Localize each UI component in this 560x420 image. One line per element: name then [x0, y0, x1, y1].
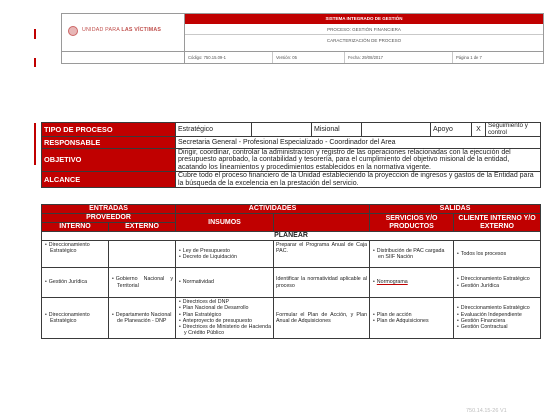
header-left-cell — [62, 51, 185, 63]
activity-cell: Identificar la normatividad aplicable al proceso — [274, 268, 370, 298]
logo-text: UNIDAD PARA LAS VÍCTIMAS — [82, 27, 162, 33]
type-monitoring: Seguimiento y control — [486, 123, 541, 137]
process-type-label: TIPO DE PROCESO — [42, 123, 176, 137]
process-characterization-table — [41, 204, 541, 339]
phase-planear: PLANEAR — [42, 232, 541, 241]
type-strategic-check — [252, 123, 312, 137]
document-date: Fecha: 29/08/2017 — [345, 52, 453, 63]
client-cell: • Todos los procesos — [454, 241, 541, 268]
table-row — [42, 298, 541, 339]
services-cell: • Normograma — [370, 268, 454, 298]
red-margin-mark — [34, 29, 36, 39]
objective-label: OBJETIVO — [42, 149, 176, 172]
activities-header: ACTIVIDADES — [176, 205, 370, 214]
services-cell: • Distribución de PAC cargada en SIIF Nación — [370, 241, 454, 268]
client-header: CLIENTE INTERNO Y/O EXTERNO — [454, 214, 541, 232]
logo-emblem-icon — [68, 26, 78, 36]
objective-value: Dirigir, coordinar, controlar la administracion y registro de las operaciones relacionadas con la ejecución del presupuesto aprobado, la contabilidad y tesorería, para el cumplimiento del objetivo misional de la entidad, acatando los lineamientos y procedimientos establecidos en la normativa vigente. — [176, 149, 541, 172]
services-header: SERVICIOS Y/O PRODUCTOS — [370, 214, 454, 232]
document-meta-row — [185, 51, 543, 63]
internal-supplier-cell: • Direccionamiento Estratégico — [42, 298, 109, 339]
internal-supplier-cell: • Gestión Jurídica — [42, 268, 109, 298]
type-missional: Misional — [312, 123, 362, 137]
scope-label: ALCANCE — [42, 172, 176, 188]
objective-row — [42, 149, 541, 172]
activity-cell: Formular el Plan de Acción, y Plan Anual de Adquisiciones — [274, 298, 370, 339]
responsible-row — [42, 137, 541, 149]
process-info-table — [41, 122, 541, 188]
activity-cell: Preparar el Programa Anual de Caja PAC. — [274, 241, 370, 268]
services-cell: • Plan de acción • Plan de Adquisiciones — [370, 298, 454, 339]
red-margin-mark — [34, 58, 36, 67]
responsible-label: RESPONSABLE — [42, 137, 176, 149]
client-cell: • Direccionamiento Estratégico • Gestión Jurídica — [454, 268, 541, 298]
table-row — [42, 241, 541, 268]
external-supplier-cell: • Gobierno Nacional y Territorial — [109, 268, 176, 298]
header-row-2 — [42, 214, 541, 223]
client-cell: • Direccionamiento Estratégico • Evaluación Independiente • Gestión Financiera • Gestión Contractual — [454, 298, 541, 339]
external-supplier-cell: • Departamento Nacional de Planeación - DNP — [109, 298, 176, 339]
entity-logo — [62, 14, 185, 51]
process-name: PROCESO: GESTIÓN FINANCIERA — [185, 24, 543, 35]
supplies-header: INSUMOS — [176, 214, 274, 232]
type-selected-mark: X — [472, 123, 486, 137]
scope-value: Cubre todo el proceso financiero de la Unidad estableciendo la proyeccion de ingresos y gastos de la Entidad para la búsqueda de la excelencia en la prestación del servicio. — [176, 172, 541, 188]
supplier-header: PROVEEDOR — [42, 214, 176, 223]
supplies-cell: • Directrices del DNP • Plan Nacional de Desarrollo • Plan Estratégico • Anteproyecto de presupuesto • Directrices de Ministerio de Hacienda y Crédito Público — [176, 298, 274, 339]
type-strategic: Estratégico — [176, 123, 252, 137]
process-type-row — [42, 123, 541, 137]
system-title: SISTEMA INTEGRADO DE GESTIÓN — [185, 14, 543, 24]
outputs-header: SALIDAS — [370, 205, 541, 214]
responsible-value: Secretaria General - Profesional Especializado - Coordinador del Area — [176, 137, 541, 149]
red-margin-mark — [34, 123, 36, 165]
supplies-cell: • Ley de Presupuesto • Decreto de Liquidación — [176, 241, 274, 268]
phase-row — [42, 232, 541, 241]
activity-header-blank — [274, 214, 370, 232]
external-supplier-cell — [109, 241, 176, 268]
header-row-1 — [42, 205, 541, 214]
table-row — [42, 268, 541, 298]
document-header — [61, 13, 544, 64]
page-number: Página 1 de 7 — [456, 55, 482, 60]
internal-supplier-cell: • Direccionamiento Estratégico — [42, 241, 109, 268]
internal-header: INTERNO — [42, 223, 109, 232]
supplies-cell: • Normatividad — [176, 268, 274, 298]
document-version: Versión: 05 — [273, 52, 345, 63]
form-code-footer: 750.14.15-26 V1 — [466, 408, 507, 414]
document-type: CARACTERIZACIÓN DE PROCESO — [326, 38, 402, 43]
inputs-header: ENTRADAS — [42, 205, 176, 214]
document-code: Código: 750.15.09-1 — [185, 52, 273, 63]
type-support: Apoyo — [431, 123, 472, 137]
scope-row — [42, 172, 541, 188]
external-header: EXTERNO — [109, 223, 176, 232]
